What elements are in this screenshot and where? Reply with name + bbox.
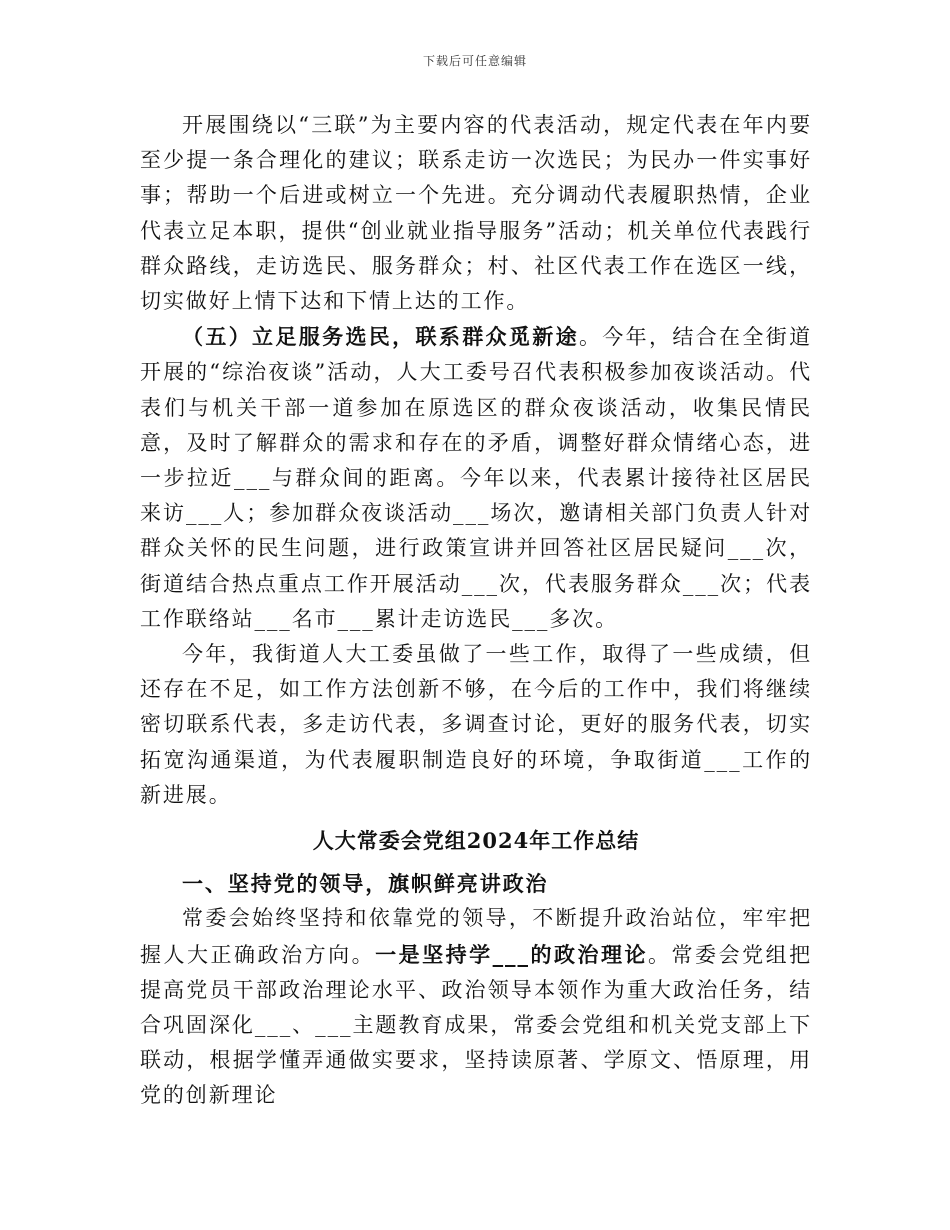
paragraph-1: 开展围绕以“三联”为主要内容的代表活动，规定代表在年内要至少提一条合理化的建议；联系走访一次选民；为民办一件实事好事；帮助一个后进或树立一个先进。充分调动代表履职热情，企业代表立足本职，提供“创业就业指导服务”活动；机关单位代表践行群众路线，走访选民、服务群众；村、社区代表工作在选区一线，切实做好上情下达和下情上达的工作。 (140, 113, 812, 314)
document-body (140, 108, 812, 1114)
document-title: 人大常委会党组2024年工作总结 (312, 828, 640, 854)
paragraph-4-text-2: 。常委会党组把提高党员干部政治理论水平、政治领导本领作为重大政治任务，结合巩固深化___、___主题教育成果，常委会党组和机关党支部上下联动，根据学懂弄通做实要求，坚持读原著、学原文、悟原理，用党的创新理论 (140, 942, 812, 1108)
paragraph-2 (140, 319, 812, 637)
section-5-heading: （五）立足服务选民，联系群众觅新途 (182, 324, 579, 350)
paragraph-4-text-1: 常委会始终坚持和依靠党的领导，不断提升政治站位，牢牢把握人大正确政治方向。 (140, 906, 812, 967)
page-header: 下载后可任意编辑 (422, 54, 527, 68)
section-1-heading: 一、坚持党的领导，旗帜鲜亮讲政治 (182, 871, 549, 897)
paragraph-3: 今年，我街道人大工委虽做了一些工作，取得了一些成绩，但还存在不足，如工作方法创新不够，在今后的工作中，我们将继续密切联系代表，多走访代表，多调查讨论，更好的服务代表，切实拓宽沟通渠道，为代表履职制造良好的环境，争取街道___工作的新进展。 (140, 642, 812, 807)
paragraph-4 (140, 901, 812, 1113)
point-1-heading: 一是坚持学___的政治理论 (375, 941, 649, 967)
paragraph-2-text: 。今年，结合在全街道开展的“综治夜谈”活动，人大工委号召代表积极参加夜谈活动。代表们与机关干部一道参加在原选区的群众夜谈活动，收集民情民意，及时了解群众的需求和存在的矛盾，调整好群众情绪心态，进一步拉近___与群众间的距离。今年以来，代表累计接待社区居民来访___人；参加群众夜谈活动___场次，邀请相关部门负责人针对群众关怀的民生问题，进行政策宣讲并回答社区居民疑问___次，街道结合热点重点工作开展活动___次，代表服务群众___次；代表工作联络站___名市___累计走访选民___多次。 (140, 325, 812, 631)
